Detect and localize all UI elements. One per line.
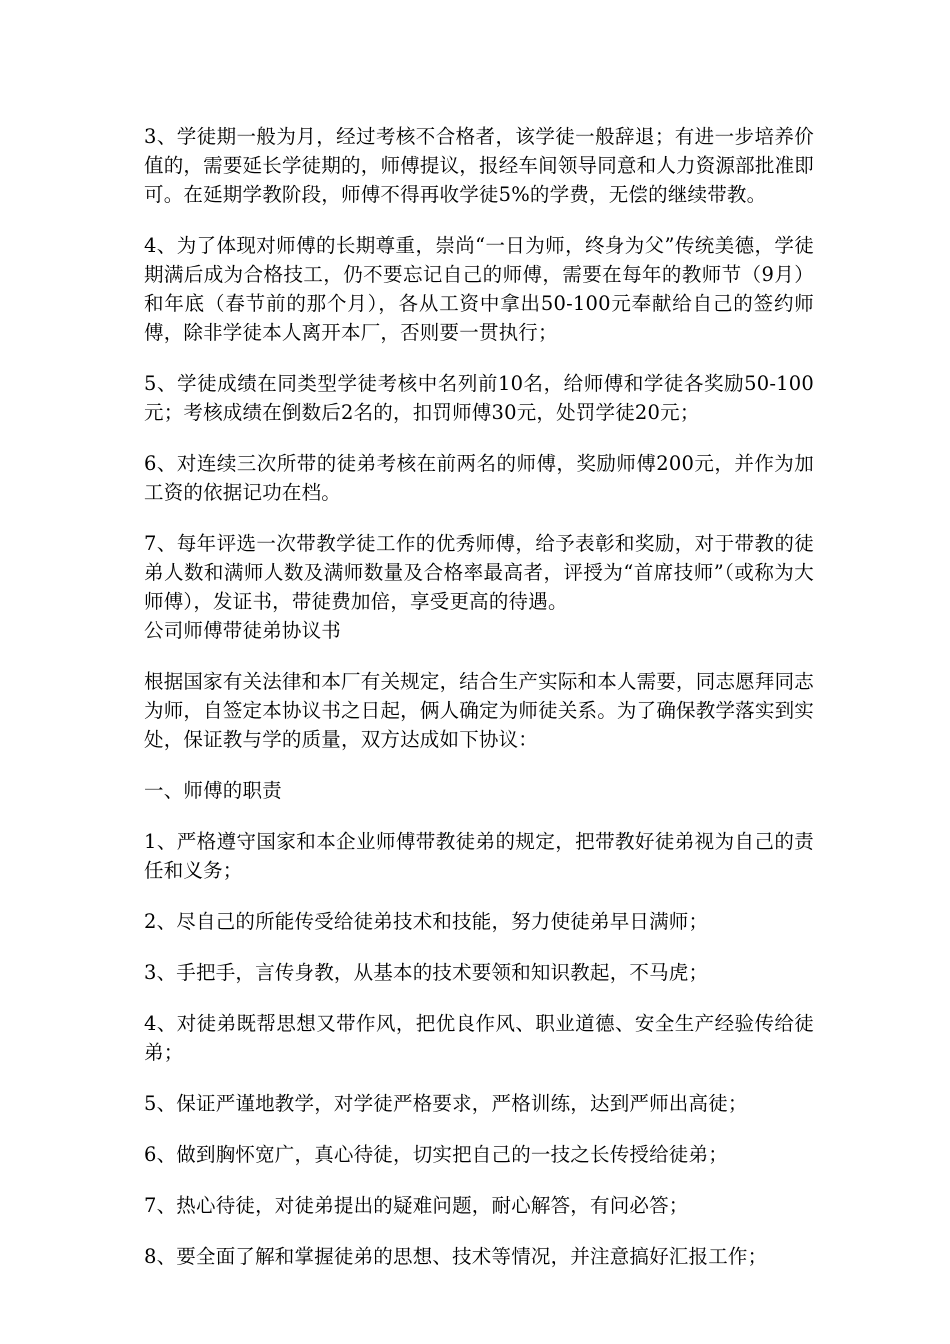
duty-item-5: 5、保证严谨地教学，对学徒严格要求，严格训练，达到严师出高徒； — [144, 1092, 748, 1115]
agreement-title: 公司师傅带徒弟协议书 — [144, 619, 342, 642]
paragraph-consecutive-reward: 6、对连续三次所带的徒弟考核在前两名的师傅，奖励师傅200元，并作为加工资的依据记功在档。 — [144, 452, 814, 504]
duty-item-3: 3、手把手，言传身教，从基本的技术要领和知识教起，不马虎； — [144, 961, 709, 984]
paragraph-exam-rewards: 5、学徒成绩在同类型学徒考核中名列前10名，给师傅和学徒各奖励50-100元；考核成绩在倒数后2名的，扣罚师傅30元，处罚学徒20元； — [144, 372, 814, 424]
paragraph-probation-period: 3、学徒期一般为月，经过考核不合格者，该学徒一般辞退；有进一步培养价值的，需要延长学徒期的，师傅提议，报经车间领导同意和人力资源部批准即可。在延期学教阶段，师傅不得再收学徒5%的学费，无偿的继续带教。 — [144, 125, 814, 206]
duty-item-8: 8、要全面了解和掌握徒弟的思想、技术等情况，并注意搞好汇报工作； — [144, 1245, 768, 1268]
duty-item-7: 7、热心待徒，对徒弟提出的疑难问题，耐心解答，有问必答； — [144, 1194, 689, 1217]
duty-item-1: 1、严格遵守国家和本企业师傅带教徒弟的规定，把带教好徒弟视为自己的责任和义务； — [144, 830, 814, 882]
duty-item-4: 4、对徒弟既帮思想又带作风，把优良作风、职业道德、安全生产经验传给徒弟； — [144, 1012, 814, 1064]
duty-item-6: 6、做到胸怀宽广，真心待徒，切实把自己的一技之长传授给徒弟； — [144, 1143, 728, 1166]
section-heading-master-duties: 一、师傅的职责 — [144, 779, 282, 802]
paragraph-respect-master: 4、为了体现对师傅的长期尊重，崇尚“一日为师，终身为父”传统美德，学徒期满后成为合格技工，仍不要忘记自己的师傅，需要在每年的教师节（9月）和年底（春节前的那个月），各从工资中拿出50-100元奉献给自己的签约师傅，除非学徒本人离开本厂，否则要一贯执行； — [144, 234, 814, 344]
duty-item-2: 2、尽自己的所能传受给徒弟技术和技能，努力使徒弟早日满师； — [144, 910, 709, 933]
paragraph-annual-selection: 7、每年评选一次带教学徒工作的优秀师傅，给予表彰和奖励，对于带教的徒弟人数和满师人数及满师数量及合格率最高者，评授为“首席技师”（或称为大师傅），发证书，带徒费加倍，享受更高的待遇。 — [144, 532, 814, 613]
document-body — [144, 122, 814, 1293]
paragraph-agreement-intro: 根据国家有关法律和本厂有关规定，结合生产实际和本人需要，同志愿拜同志为师，自签定本协议书之日起，俩人确定为师徒关系。为了确保教学落实到实处，保证教与学的质量，双方达成如下协议： — [144, 670, 814, 751]
